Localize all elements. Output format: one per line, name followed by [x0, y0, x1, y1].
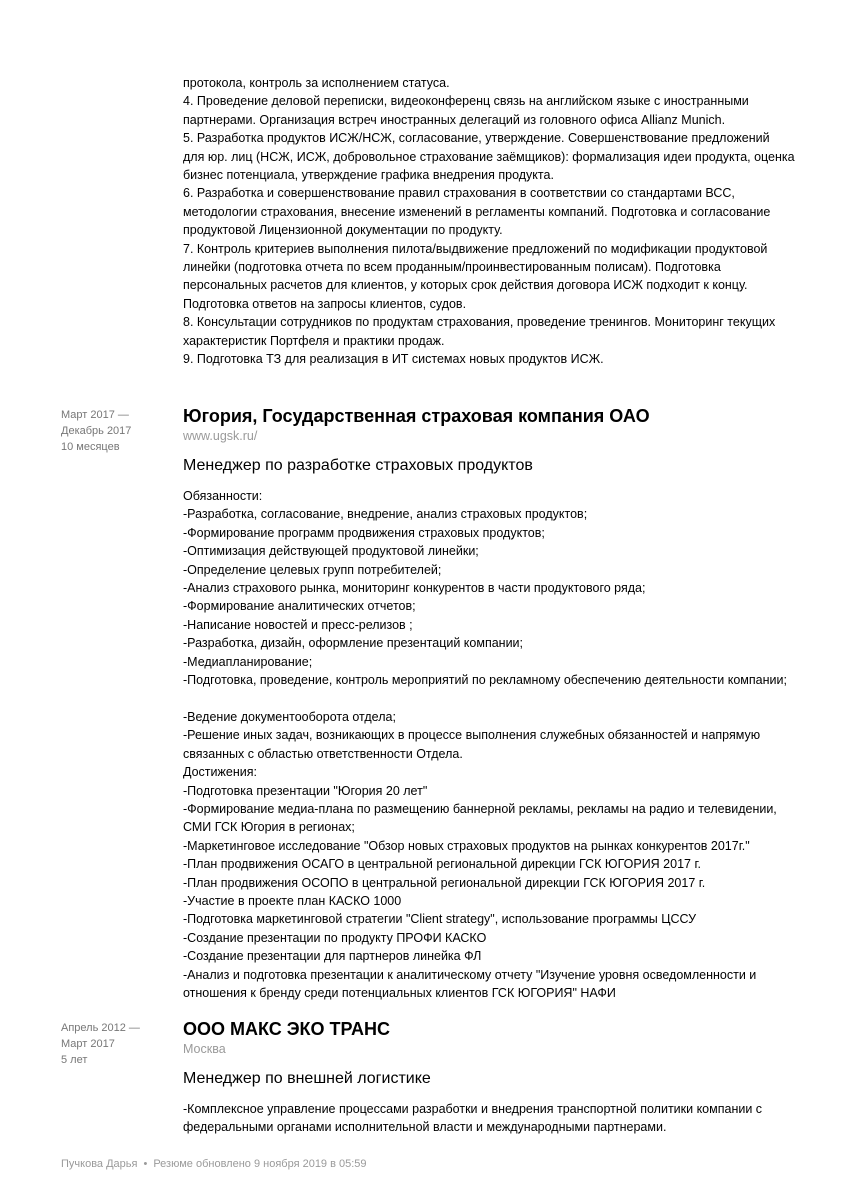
text-line: -Решение иных задач, возникающих в процессе выполнения служебных обязанностей и напрямую	[183, 728, 761, 743]
job-body	[183, 405, 803, 1002]
blank-line	[183, 689, 803, 707]
job-dates	[61, 407, 171, 455]
text-line: -Подготовка, проведение, контроль мероприятий по рекламному обеспечению деятельности компании;	[183, 673, 787, 688]
text-line: -Разработка, согласование, внедрение, анализ страховых продуктов;	[183, 507, 588, 522]
company-name: ООО МАКС ЭКО ТРАНС	[183, 1019, 390, 1039]
footer-name: Пучкова Дарья	[61, 1158, 138, 1170]
text-line: -Формирование аналитических отчетов;	[183, 599, 416, 614]
company-site-link[interactable]: www.ugsk.ru/	[183, 429, 258, 443]
date-start: Март 2017 —	[61, 409, 129, 421]
text-line: -Написание новостей и пресс-релизов ;	[183, 617, 413, 632]
text-line: -Создание презентации по продукту ПРОФИ КАСКО	[183, 930, 487, 945]
text-line: -Медиапланирование;	[183, 654, 313, 669]
text-line: 4. Проведение деловой переписки, видеоконференц связь на английском языке с иностранными	[183, 94, 749, 109]
job-description	[183, 1100, 803, 1137]
text-line: -Маркетинговое исследование "Обзор новых страховых продуктов на рынках конкурентов 2017г."	[183, 838, 750, 853]
text-line: -Ведение документооборота отдела;	[183, 709, 396, 724]
text-line: -Участие в проекте план КАСКО 1000	[183, 893, 402, 908]
text-line: -Формирование программ продвижения страховых продуктов;	[183, 525, 545, 540]
responsibilities-continuation	[183, 74, 803, 369]
text-line: федеральными органами исполнительной власти и международными партнерами.	[183, 1120, 667, 1135]
text-line: -Подготовка маркетинговой стратегии "Client strategy", использование программы ЦССУ	[183, 912, 697, 927]
text-line: 7. Контроль критериев выполнения пилота/выдвижение предложений по модификации продуктовой	[183, 241, 768, 256]
text-line: 6. Разработка и совершенствование правил страхования в соответствии со стандартами ВСС,	[183, 186, 735, 201]
text-line: -План продвижения ОСАГО в центральной региональной дирекции ГСК ЮГОРИЯ 2017 г.	[183, 857, 701, 872]
text-line: Достижения:	[183, 765, 257, 780]
text-line: 8. Консультации сотрудников по продуктам страхования, проведение тренингов. Мониторинг текущих	[183, 315, 776, 330]
text-line: -План продвижения ОСОПО в центральной региональной дирекции ГСК ЮГОРИЯ 2017 г.	[183, 875, 706, 890]
text-line: 9. Подготовка ТЗ для реализация в ИТ системах новых продуктов ИСЖ.	[183, 352, 604, 367]
text-line: -Разработка, дизайн, оформление презентаций компании;	[183, 636, 524, 651]
text-line: СМИ ГСК Югория в регионах;	[183, 820, 355, 835]
text-line: персональных расчетов для клиентов, у которых срок действия договора ИСЖ подходит к концу.	[183, 278, 748, 293]
text-line: для юр. лиц (НСЖ, ИСЖ, добровольное страхование заёмщиков): формализация идеи продукта, оценка	[183, 149, 795, 164]
duration: 10 месяцев	[61, 441, 120, 453]
text-line: Подготовка ответов на запросы клиентов, судов.	[183, 296, 467, 311]
text-line: -Оптимизация действующей продуктовой линейки;	[183, 544, 479, 559]
text-line: -Анализ и подготовка презентации к аналитическому отчету "Изучение уровня осведомленности и	[183, 967, 757, 982]
text-line: 5. Разработка продуктов ИСЖ/НСЖ, согласование, утверждение. Совершенствование предложений	[183, 131, 770, 146]
text-line: связанных с областью ответственности Отдела.	[183, 746, 463, 761]
company-name: Югория, Государственная страховая компания ОАО	[183, 406, 650, 426]
company-location: Москва	[183, 1042, 226, 1056]
job-dates	[61, 1020, 171, 1068]
job-description	[183, 487, 803, 1002]
date-start: Апрель 2012 —	[61, 1022, 140, 1034]
page-footer	[61, 1158, 367, 1170]
text-line: протокола, контроль за исполнением статуса.	[183, 76, 450, 90]
text-line: -Подготовка презентации "Югория 20 лет"	[183, 783, 428, 798]
text-line: -Формирование медиа-плана по размещению баннерной рекламы, рекламы на радио и телевидении,	[183, 801, 777, 816]
date-end: Декабрь 2017	[61, 425, 132, 437]
job-body	[183, 1018, 803, 1137]
text-line: продуктовой Лицензионной документации по продукту.	[183, 223, 503, 238]
text-line: характеристик Портфеля и практики продаж.	[183, 333, 445, 348]
position-title: Менеджер по внешней логистике	[183, 1070, 431, 1087]
duration: 5 лет	[61, 1054, 88, 1066]
text-line: бизнес потенциала, утверждение графика внедрения продукта.	[183, 168, 554, 183]
footer-separator: •	[143, 1158, 148, 1170]
text-line: линейки (подготовка отчета по всем проданным/проинвестированным полисам). Подготовка	[183, 260, 721, 275]
text-line: Обязанности:	[183, 489, 263, 503]
text-line: отношения к бренду среди потенциальных клиентов ГСК ЮГОРИЯ" НАФИ	[183, 985, 616, 1000]
footer-updated: Резюме обновлено 9 ноября 2019 в 05:59	[153, 1158, 367, 1170]
text-line: -Комплексное управление процессами разработки и внедрения транспортной политики компании с	[183, 1102, 763, 1116]
text-line: -Анализ страхового рынка, мониторинг конкурентов в части продуктового ряда;	[183, 581, 646, 596]
text-line: -Определение целевых групп потребителей;	[183, 562, 442, 577]
position-title: Менеджер по разработке страховых продуктов	[183, 457, 533, 474]
text-line: партнерами. Организация встреч иностранных делегаций из головного офиса Allianz Munich.	[183, 112, 726, 127]
text-line: методологии страхования, внесение изменений в регламенты компаний. Подготовка и согласование	[183, 204, 771, 219]
date-end: Март 2017	[61, 1038, 115, 1050]
text-line: -Создание презентации для партнеров линейка ФЛ	[183, 949, 482, 964]
